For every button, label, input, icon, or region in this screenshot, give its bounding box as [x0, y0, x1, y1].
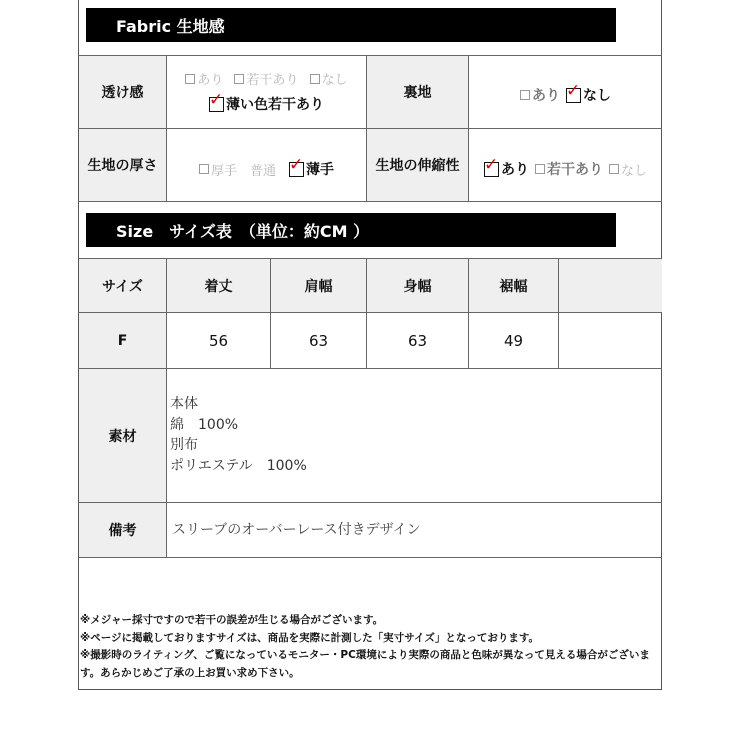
lining-option-none[interactable]: ✓ なし	[566, 80, 611, 104]
material-label: 素材	[108, 428, 137, 445]
stretch-option-yes[interactable]: ✓ あり	[483, 154, 529, 178]
stretch-option-none[interactable]: なし	[609, 160, 647, 179]
stretch-label: 生地の伸縮性	[375, 158, 460, 174]
size-section-header	[86, 213, 616, 247]
checkbox-checked-icon: ✓	[209, 89, 224, 110]
checkbox-empty-icon	[310, 74, 320, 84]
size-header-empty	[559, 259, 662, 312]
material-text	[170, 394, 307, 476]
footer-note-line: ※メジャー採寸ですので若干の誤差が生じる場合がございます。	[80, 614, 384, 626]
size-header-length: 着丈	[204, 278, 233, 295]
checkbox-empty-icon	[609, 164, 619, 174]
checkbox-checked-icon: ✓	[483, 154, 499, 175]
size-row-length: 56	[208, 331, 229, 350]
size-header-size: サイズ	[102, 278, 143, 295]
size-header-shoulder: 肩幅	[304, 278, 333, 295]
size-header-hem: 裾幅	[499, 278, 528, 295]
size-section-title: Size サイズ表 （単位：約CM ）	[116, 221, 370, 241]
size-row-shoulder: 63	[308, 331, 329, 350]
checkbox-empty-icon	[185, 74, 195, 84]
checkbox-checked-icon: ✓	[566, 80, 581, 101]
checkbox-empty-icon	[535, 164, 545, 174]
transparency-option-slight[interactable]: 若干あり	[234, 69, 298, 88]
footer-note-line: ※ページに掲載しておりますサイズは、商品を実際に計測した「実寸サイズ」となっております。	[80, 631, 539, 644]
thickness-label: 生地の厚さ	[87, 158, 158, 174]
material-line: ポリエステル 100%	[170, 457, 307, 474]
size-row-empty	[559, 313, 662, 368]
lining-options	[469, 56, 662, 128]
lining-label: 裏地	[403, 85, 432, 101]
fabric-section-title: Fabric 生地感	[116, 16, 225, 36]
material-line: 綿 100%	[170, 416, 239, 433]
transparency-option-yes[interactable]: あり	[185, 69, 223, 88]
lining-option-yes[interactable]: あり	[520, 85, 560, 105]
stretch-options	[469, 129, 662, 201]
transparency-options	[167, 56, 366, 128]
fabric-section-header	[86, 8, 616, 42]
size-row-chest: 63	[407, 331, 428, 350]
thickness-option-normal[interactable]: 普通	[250, 163, 277, 179]
material-line: 本体	[170, 396, 198, 412]
checkbox-empty-icon	[199, 164, 209, 174]
stretch-option-slight[interactable]: 若干あり	[535, 159, 603, 179]
size-row-hem: 49	[503, 331, 524, 350]
thickness-option-thin[interactable]: ✓ 薄手	[289, 154, 335, 178]
thickness-option-thick[interactable]: 厚手	[199, 160, 237, 179]
size-row-size: F	[117, 332, 128, 349]
material-line: 別布	[170, 437, 198, 453]
footer-notes	[80, 612, 662, 682]
checkbox-empty-icon	[234, 74, 244, 84]
checkbox-empty-icon	[520, 90, 530, 100]
checkbox-checked-icon: ✓	[289, 154, 304, 175]
size-header-chest: 身幅	[403, 278, 432, 295]
note-label: 備考	[108, 523, 137, 539]
thickness-options	[167, 129, 366, 201]
note-text: スリーブのオーバーレース付きデザイン	[172, 522, 421, 538]
transparency-label: 透け感	[101, 85, 144, 101]
transparency-option-none[interactable]: なし	[310, 69, 348, 88]
footer-note-line: ※撮影時のライティング、ご覧になっているモニター・PC環境により実際の商品と色味が異なって見える場合がございます。あらかじめご了承の上お買い求め下さい。	[80, 649, 650, 679]
transparency-option-light-color[interactable]: ✓ 薄い色若干あり	[209, 89, 324, 113]
